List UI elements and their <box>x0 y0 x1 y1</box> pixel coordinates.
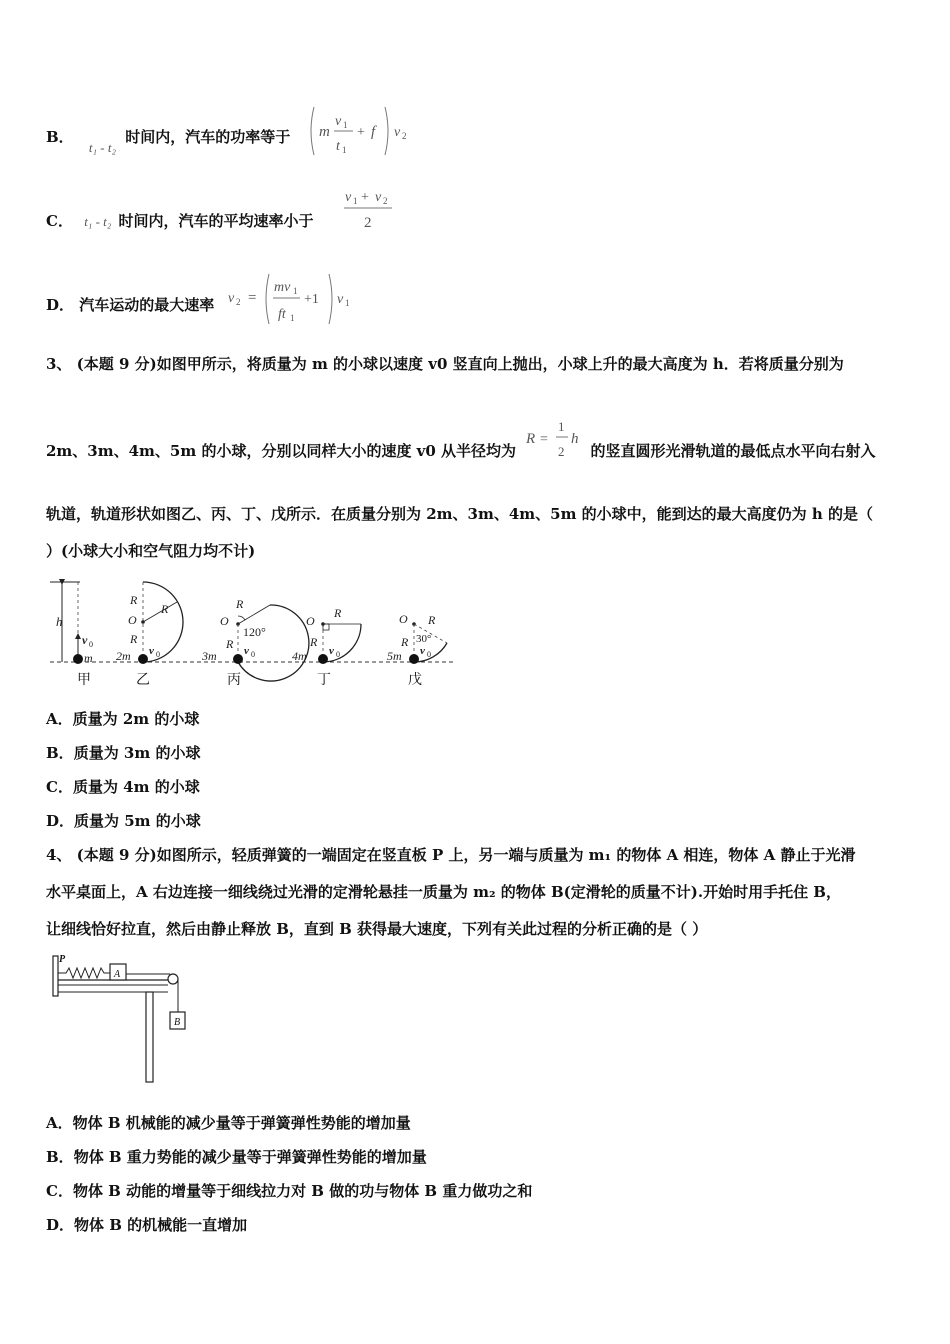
svg-text:0: 0 <box>156 650 160 659</box>
formula-power <box>305 103 415 159</box>
svg-text:1: 1 <box>345 298 350 308</box>
label-jia: 甲 <box>77 673 91 688</box>
svg-text:m: m <box>319 124 330 140</box>
option-text: 质量为 4m 的小球 <box>72 778 200 796</box>
svg-text:v: v <box>335 114 342 129</box>
q3-stem-line2b: 的竖直圆形光滑轨道的最低点水平向右射入 <box>590 442 876 460</box>
svg-text:h: h <box>571 431 579 447</box>
ball-ding <box>318 654 328 664</box>
svg-text:2: 2 <box>364 215 372 231</box>
option-letter: C． <box>46 212 73 230</box>
track-bing <box>238 605 309 681</box>
svg-text:f: f <box>371 124 376 140</box>
formula-avg-speed <box>342 184 398 234</box>
q2-option-c <box>46 211 314 232</box>
q3-figure <box>44 578 459 690</box>
svg-text:mv: mv <box>274 280 291 295</box>
option-text: 质量为 2m 的小球 <box>72 710 200 728</box>
svg-text:O: O <box>399 612 408 626</box>
option-text: 物体 B 机械能的减少量等于弹簧弹性势能的增加量 <box>72 1114 411 1132</box>
label-b: B <box>174 1017 181 1028</box>
svg-text:R: R <box>130 632 138 646</box>
svg-text:v: v <box>244 645 249 657</box>
svg-text:+: + <box>357 125 365 140</box>
label-wu: 戊 <box>408 673 422 688</box>
option-letter: A． <box>46 1114 73 1132</box>
svg-text:0: 0 <box>427 650 431 659</box>
svg-text:1: 1 <box>290 313 295 323</box>
option-letter: B． <box>46 1148 74 1166</box>
svg-text:0: 0 <box>336 650 340 659</box>
ball-wu <box>409 654 419 664</box>
svg-text:0: 0 <box>251 650 255 659</box>
q3-stem-line3: 轨道，轨道形状如图乙、丙、丁、戊所示．在质量分别为 2m、3m、4m、5m 的小球中，能到达的最大高度仍为 h 的是（ <box>46 505 874 523</box>
option-letter: D． <box>46 296 75 314</box>
svg-text:O: O <box>220 614 229 628</box>
mass-label: 2m <box>116 649 131 663</box>
q2-option-d <box>46 295 214 315</box>
svg-text:v: v <box>420 645 425 657</box>
mass-label: 4m <box>292 649 307 663</box>
svg-text:R: R <box>310 635 318 649</box>
svg-text:v: v <box>345 190 352 205</box>
option-text: 物体 B 动能的增量等于细线拉力对 B 做的功与物体 B 重力做功之和 <box>72 1182 533 1200</box>
option-text: 质量为 5m 的小球 <box>74 812 201 830</box>
option-text: 时间内，汽车的平均速率小于 <box>118 212 314 230</box>
q4-option-b <box>46 1147 427 1167</box>
option-text: 物体 B 重力势能的减少量等于弹簧弹性势能的增加量 <box>73 1148 427 1166</box>
svg-text:v: v <box>394 125 401 140</box>
option-text: 物体 B 的机械能一直增加 <box>74 1216 248 1234</box>
svg-text:R: R <box>334 606 342 620</box>
option-letter: A． <box>46 710 73 728</box>
svg-text:=: = <box>248 290 257 306</box>
svg-text:v: v <box>375 190 382 205</box>
q4-stem-line3: 让细线恰好拉直，然后由静止释放 B，直到 B 获得最大速度，下列有关此过程的分析正确的是（ ） <box>46 920 708 938</box>
svg-text:2: 2 <box>558 444 565 459</box>
board-p <box>53 956 58 996</box>
time-range: t₁ - t₂ <box>84 214 112 229</box>
svg-text:=: = <box>540 432 548 447</box>
option-letter: C． <box>46 778 73 796</box>
svg-text:R: R <box>428 613 436 627</box>
label-ding: 丁 <box>317 673 331 688</box>
svg-text:R: R <box>161 602 169 616</box>
q4-stem-line1: 4、 (本题 9 分)如图所示，轻质弹簧的一端固定在竖直板 P 上，另一端与质量为 m₁ 的物体 A 相连，物体 A 静止于光滑 <box>46 846 856 864</box>
formula-max-speed <box>226 270 356 328</box>
spring <box>58 968 110 978</box>
q4-figure <box>48 952 198 1086</box>
svg-text:R: R <box>130 593 138 607</box>
svg-text:+: + <box>361 190 369 205</box>
svg-text:R: R <box>401 635 409 649</box>
svg-text:v: v <box>329 645 334 657</box>
svg-text:O: O <box>306 614 315 628</box>
svg-text:ft: ft <box>278 307 286 322</box>
angle-label: 30° <box>416 633 432 645</box>
option-text: 时间内，汽车的功率等于 <box>125 128 291 146</box>
svg-text:v: v <box>82 633 88 647</box>
svg-text:1: 1 <box>293 286 298 296</box>
ball-bing <box>233 654 243 664</box>
label-bing: 丙 <box>227 673 241 688</box>
option-letter: B． <box>46 128 74 146</box>
q3-stem-line2 <box>46 441 876 461</box>
svg-text:1: 1 <box>353 196 358 206</box>
formula-radius <box>524 413 586 463</box>
pulley <box>168 974 178 984</box>
table-leg <box>146 992 153 1082</box>
angle-label: 120° <box>243 625 266 639</box>
option-text: 质量为 3m 的小球 <box>73 744 201 762</box>
label-p: P <box>59 954 66 965</box>
time-range: t₁ - t₂ <box>88 140 117 155</box>
q4-option-a <box>46 1113 411 1133</box>
svg-text:h: h <box>56 614 63 629</box>
svg-text:R: R <box>236 597 244 611</box>
svg-text:+1: +1 <box>304 292 319 307</box>
q3-stem-line2a: 2m、3m、4m、5m 的小球，分别以同样大小的速度 v0 从半径均为 <box>46 442 517 460</box>
ball-jia <box>73 654 83 664</box>
svg-text:2: 2 <box>402 131 407 141</box>
svg-text:t: t <box>336 139 340 154</box>
mass-label: 3m <box>202 649 217 663</box>
q3-stem-line1: 3、 (本题 9 分)如图甲所示，将质量为 m 的小球以速度 v0 竖直向上抛出，小球上升的最大高度为 h．若将质量分别为 <box>46 355 844 373</box>
label-a: A <box>114 969 121 980</box>
q3-option-b <box>46 743 200 763</box>
svg-text:2: 2 <box>236 297 241 307</box>
q3-stem-line4: ）(小球大小和空气阻力均不计) <box>46 542 256 560</box>
option-letter: C． <box>46 1182 73 1200</box>
svg-text:1: 1 <box>343 120 348 130</box>
svg-text:1: 1 <box>342 145 347 155</box>
svg-text:v: v <box>228 291 235 306</box>
svg-text:2: 2 <box>383 196 388 206</box>
option-text: 汽车运动的最大速率 <box>79 296 215 314</box>
q3-option-c <box>46 777 200 797</box>
q4-option-d <box>46 1215 247 1235</box>
svg-text:v: v <box>337 292 344 307</box>
svg-text:R: R <box>226 637 234 651</box>
q3-option-d <box>46 811 201 831</box>
mass-label: 5m <box>387 649 402 663</box>
label-yi: 乙 <box>136 673 150 688</box>
svg-text:0: 0 <box>89 640 93 649</box>
q4-option-c <box>46 1181 532 1201</box>
ball-yi <box>138 654 148 664</box>
svg-text:1: 1 <box>558 419 565 434</box>
q4-stem-line2: 水平桌面上，A 右边连接一细线绕过光滑的定滑轮悬挂一质量为 m₂ 的物体 B(定滑轮的质量不计).开始时用手托住 B， <box>46 883 841 901</box>
mass-label: m <box>84 651 93 665</box>
option-letter: D． <box>46 1216 75 1234</box>
option-letter: D． <box>46 812 75 830</box>
option-letter: B． <box>46 744 74 762</box>
svg-text:v: v <box>149 645 154 657</box>
q2-option-b <box>46 127 291 155</box>
q3-option-a <box>46 709 199 729</box>
svg-text:R: R <box>526 431 536 447</box>
svg-text:O: O <box>128 613 137 627</box>
